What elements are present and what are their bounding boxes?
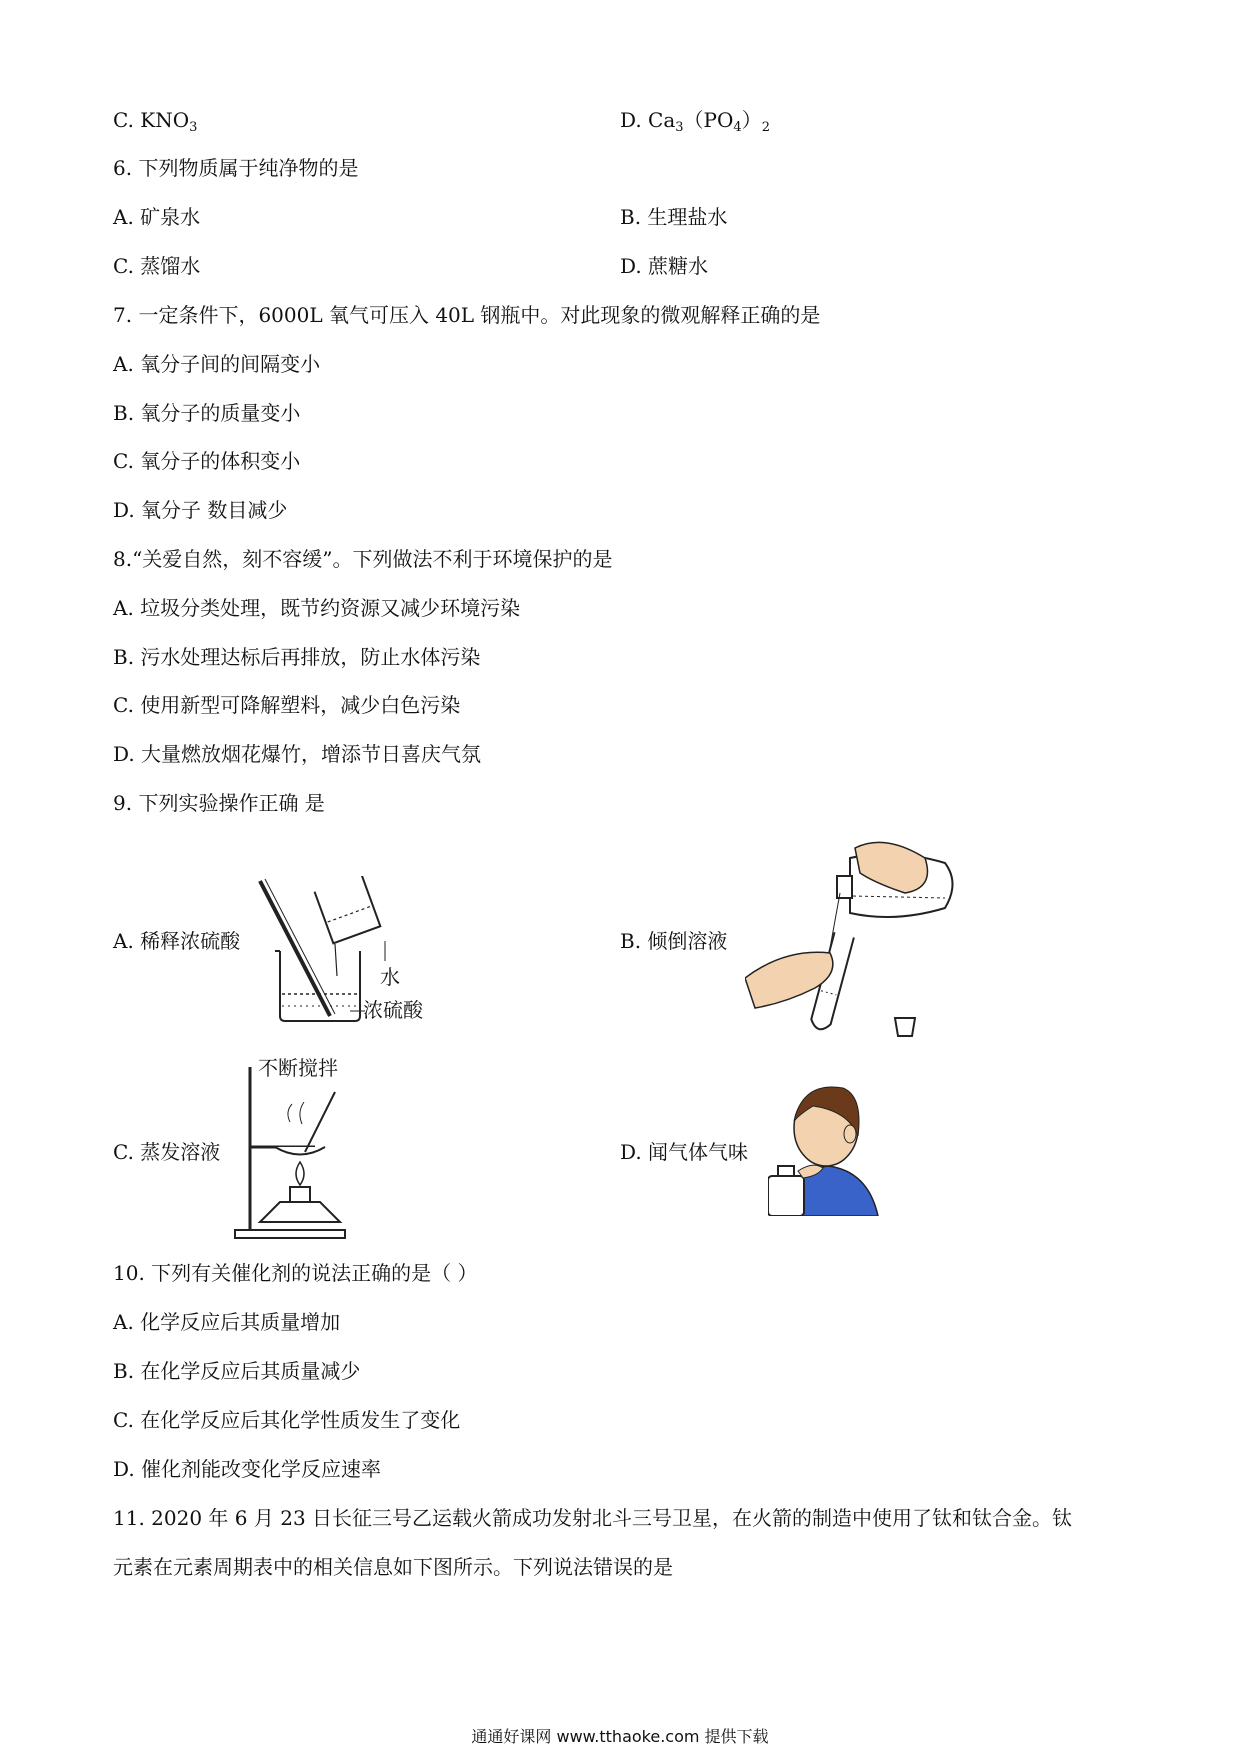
q8-option-b: B. 污水处理达标后再排放，防止水体污染 xyxy=(113,645,481,669)
q7-stem: 7. 一定条件下，6000L 氧气可压入 40L 钢瓶中。对此现象的微观解释正确的是 xyxy=(113,303,821,327)
fig-a-water-label: 水 xyxy=(380,965,400,989)
dilute-acid-figure xyxy=(255,876,455,1026)
q6-option-d: D. 蔗糖水 xyxy=(620,254,709,278)
q5-option-c: C. $KNO_3$ xyxy=(113,108,198,135)
q7-option-c: C. 氧分子的体积变小 xyxy=(113,449,301,473)
evaporate-solution-figure xyxy=(230,1062,360,1242)
q9-option-d: D. 闻气体气味 xyxy=(620,1140,749,1164)
q11-line-1: 11. 2020 年 6 月 23 日长征三号乙运载火箭成功发射北斗三号卫星，在火箭的制造中使用了钛和钛合金。钛 xyxy=(113,1506,1073,1530)
fig-c-stir-label: 不断搅拌 xyxy=(258,1056,338,1080)
q10-option-d: D. 催化剂能改变化学反应速率 xyxy=(113,1457,382,1481)
q9-option-a: A. 稀释浓硫酸 xyxy=(113,929,241,953)
q7-option-a: A. 氧分子间的间隔变小 xyxy=(113,352,321,376)
q6-option-c: C. 蒸馏水 xyxy=(113,254,201,278)
q11-line-2: 元素在元素周期表中的相关信息如下图所示。下列说法错误的是 xyxy=(113,1555,673,1579)
q6-stem: 6. 下列物质属于纯净物的是 xyxy=(113,156,359,180)
q10-option-a: A. 化学反应后其质量增加 xyxy=(113,1310,341,1334)
q9-stem: 9. 下列实验操作正确 是 xyxy=(113,791,325,815)
q10-option-b: B. 在化学反应后其质量减少 xyxy=(113,1359,361,1383)
q6-option-b: B. 生理盐水 xyxy=(620,205,728,229)
q5-option-d: D. $Ca_3(PO_4)_2$ xyxy=(620,108,770,135)
q6-option-a: A. 矿泉水 xyxy=(113,205,201,229)
q10-stem: 10. 下列有关催化剂的说法正确的是（ ） xyxy=(113,1261,478,1285)
fig-a-acid-label: 浓硫酸 xyxy=(363,998,423,1022)
pour-solution-figure xyxy=(745,838,965,1050)
q8-option-a: A. 垃圾分类处理，既节约资源又减少环境污染 xyxy=(113,596,521,620)
q8-option-c: C. 使用新型可降解塑料，减少白色污染 xyxy=(113,693,461,717)
q7-option-b: B. 氧分子的质量变小 xyxy=(113,401,301,425)
q9-option-b: B. 倾倒溶液 xyxy=(620,929,728,953)
q10-option-c: C. 在化学反应后其化学性质发生了变化 xyxy=(113,1408,461,1432)
smell-gas-figure xyxy=(768,1076,888,1216)
q9-option-c: C. 蒸发溶液 xyxy=(113,1140,221,1164)
q7-option-d: D. 氧分子 数目减少 xyxy=(113,498,288,522)
page-footer: 通通好课网 www.tthaoke.com 提供下载 xyxy=(471,1727,769,1746)
q8-stem: 8.“关爱自然，刻不容缓”。下列做法不利于环境保护的是 xyxy=(113,547,613,571)
q8-option-d: D. 大量燃放烟花爆竹，增添节日喜庆气氛 xyxy=(113,742,482,766)
